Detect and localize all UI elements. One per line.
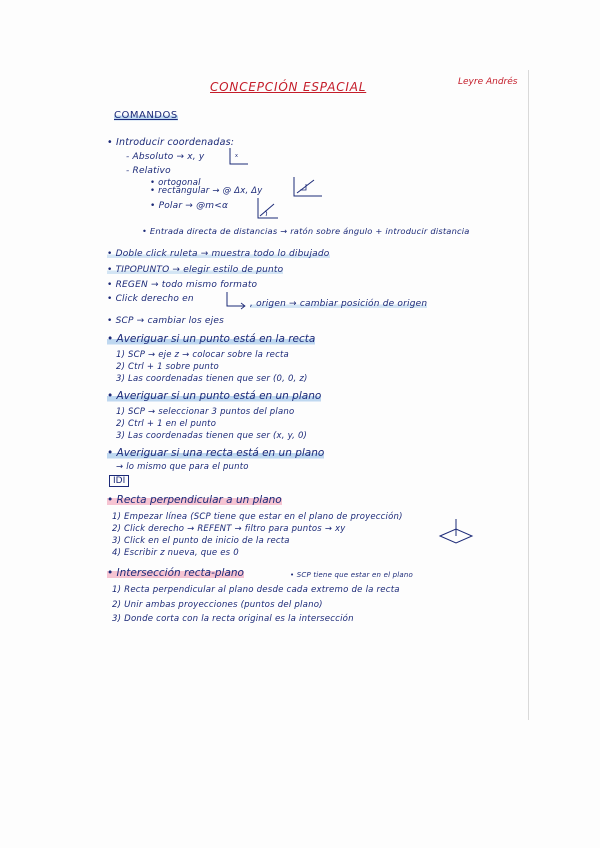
recta-perpendicular-item-1: 1) Empezar línea (SCP tiene que estar en el plano de proyección) (112, 512, 403, 522)
section-label-box: IDI (109, 475, 129, 487)
line-rectangular: • rectangular → @ Δx, Δy (150, 186, 263, 196)
polar-axes-sketch (252, 196, 282, 224)
averiguar-plano-item-1: 1) SCP → seleccionar 3 puntos del plano (116, 407, 295, 417)
comandos-heading (114, 110, 178, 121)
line-tipopunto (107, 265, 283, 276)
author-name: Leyre Andrés (458, 77, 518, 87)
page-title: CONCEPCIÓN ESPACIAL (210, 80, 367, 94)
averiguar-plano-heading-text: • Averiguar si un punto está en un plano (107, 390, 322, 402)
line-absoluto: - Absoluto → x, y (126, 152, 205, 162)
line-ortogonal: • ortogonal (150, 178, 201, 188)
line-relativo: - Relativo (126, 166, 171, 176)
interseccion-item-1: 1) Recta perpendicular al plano desde cada extremo de la recta (112, 585, 400, 595)
recta-perpendicular-heading (107, 494, 282, 506)
line-regen: • REGEN → todo mismo formato (107, 280, 258, 290)
averiguar-plano-item-3: 3) Las coordenadas tienen que ser (x, y, 0) (116, 431, 308, 441)
interseccion-item-2: 2) Unir ambas proyecciones (puntos del plano) (112, 600, 323, 610)
recta-perpendicular-item-2: 2) Click derecho → REFENT → filtro para puntos → xy (112, 524, 346, 534)
line-introducir: • Introducir coordenadas: (107, 137, 235, 148)
plane-perpendicular-sketch (436, 516, 476, 546)
recta-perpendicular-item-4: 4) Escribir z nueva, que es 0 (112, 548, 239, 558)
averiguar-recta-plano-item-1: → lo mismo que para el punto (116, 462, 249, 472)
averiguar-plano-item-2: 2) Ctrl + 1 en el punto (116, 419, 217, 429)
averiguar-recta-plano-heading-text: • Averiguar si una recta está en un plano (107, 447, 325, 459)
averiguar-recta-item-2: 2) Ctrl + 1 sobre punto (116, 362, 219, 372)
svg-text:x: x (235, 153, 238, 159)
line-click-derecho: • Click derecho en (107, 294, 194, 304)
interseccion-note: • SCP tiene que estar en el plano (290, 571, 414, 579)
line-scp: • SCP → cambiar los ejes (107, 316, 224, 326)
averiguar-recta-heading-text: • Averiguar si un punto está en la recta (107, 333, 316, 345)
line-entrada-directa: • Entrada directa de distancias → ratón sobre ángulo + introducir distancia (142, 226, 470, 236)
line-origen (250, 299, 427, 310)
interseccion-item-3: 3) Donde corta con la recta original es la intersección (112, 614, 354, 624)
delta-axes-sketch (288, 174, 328, 200)
origin-axes-sketch (221, 290, 247, 310)
interseccion-heading (107, 567, 244, 579)
recta-perpendicular-item-3: 3) Click en el punto de inicio de la recta (112, 536, 290, 546)
recta-perpendicular-heading-text: • Recta perpendicular a un plano (107, 494, 282, 506)
interseccion-heading-text: • Intersección recta-plano (107, 567, 244, 579)
averiguar-recta-item-3: 3) Las coordenadas tienen que ser (0, 0, z) (116, 374, 308, 384)
line-origen-text: , origen → cambiar posición de origen (250, 299, 428, 309)
averiguar-recta-item-1: 1) SCP → eje z → colocar sobre la recta (116, 350, 289, 360)
axes-sketch-absolute (226, 146, 252, 168)
line-doble-click (107, 249, 330, 260)
line-polar: • Polar → @m<α (150, 201, 229, 211)
averiguar-plano-heading (107, 390, 321, 402)
comandos-heading-text: COMANDOS (114, 110, 178, 121)
line-tipopunto-text: • TIPOPUNTO → elegir estilo de punto (107, 265, 284, 275)
averiguar-recta-heading (107, 333, 315, 345)
averiguar-recta-plano-heading (107, 447, 324, 459)
line-doble-click-text: • Doble click ruleta → muestra todo lo dibujado (107, 249, 330, 259)
page-edge-line (528, 70, 529, 720)
